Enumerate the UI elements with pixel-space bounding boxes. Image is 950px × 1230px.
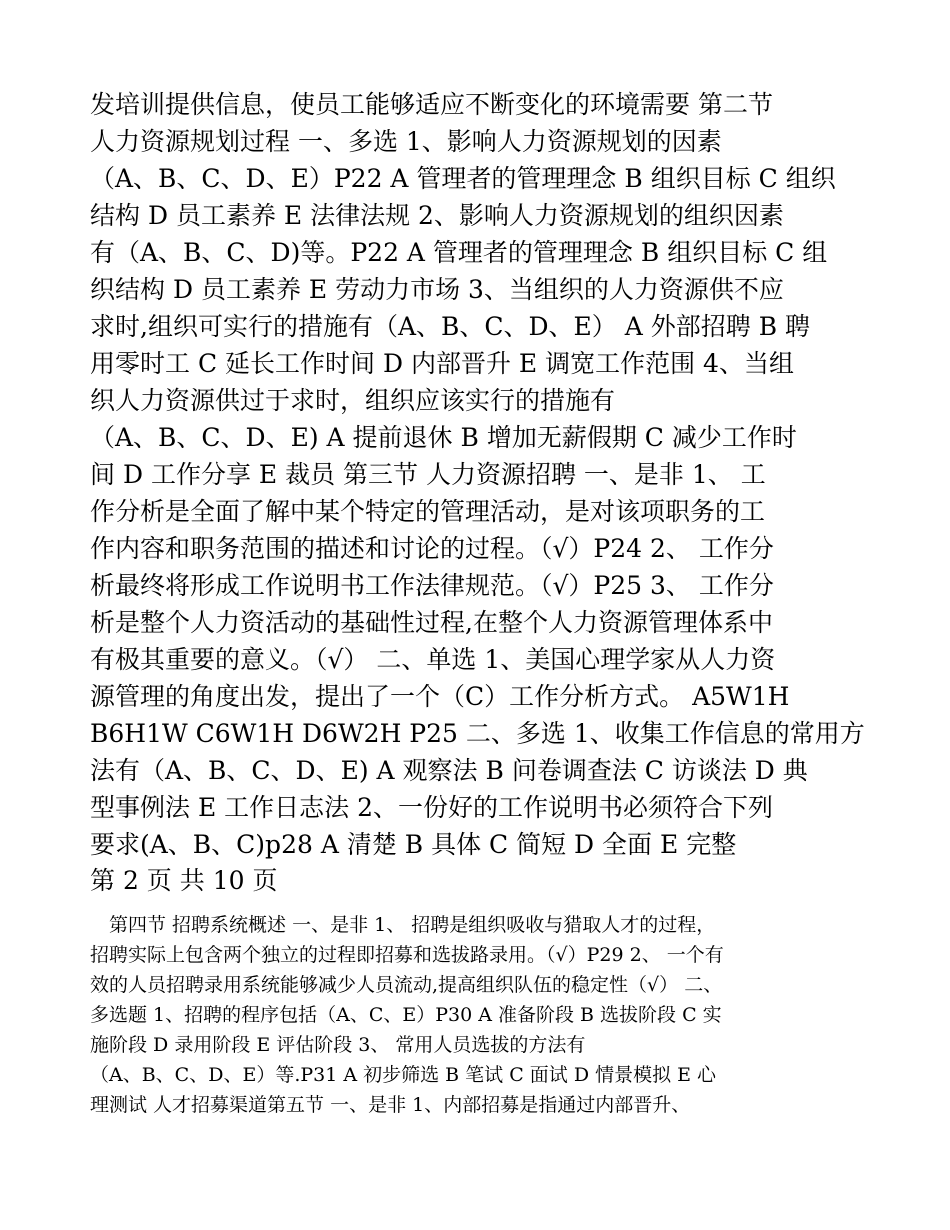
text-line: 要求(A、B、C)p28 A 清楚 B 具体 C 简短 D 全面 E 完整 <box>90 830 737 859</box>
text-line: 源管理的角度出发，提出了一个（C）工作分析方式。 A5W1H <box>90 682 790 711</box>
text-line: B6H1W C6W1H D6W2H P25 二、多选 1、收集工作信息的常用方 <box>90 719 865 748</box>
text-line: （A、B、C、D、E）P22 A 管理者的管理理念 B 组织目标 C 组织 <box>90 164 836 193</box>
text-block-large <box>90 86 865 863</box>
text-line: 析是整个人力资活动的基础性过程,在整个人力资源管理体系中 <box>90 608 773 637</box>
page-number-footer: 第 2 页 共 10 页 <box>90 866 278 895</box>
text-line: 多选题 1、招聘的程序包括（A、C、E）P30 A 准备阶段 B 选拔阶段 C 实 <box>90 1004 722 1026</box>
text-line: 发培训提供信息，使员工能够适应不断变化的环境需要 第二节 <box>90 90 773 119</box>
text-line: 作分析是全面了解中某个特定的管理活动，是对该项职务的工 <box>90 497 766 526</box>
text-line: （A、B、C、D、E）等.P31 A 初步筛选 B 笔试 C 面试 D 情景模拟 E 心 <box>90 1064 717 1086</box>
text-block-small <box>90 910 865 1120</box>
text-line: 第四节 招聘系统概述 一、是非 1、 招聘是组织吸收与猎取人才的过程， <box>90 914 716 936</box>
text-line: 有（A、B、C、D)等。P22 A 管理者的管理理念 B 组织目标 C 组 <box>90 238 828 267</box>
text-line: 施阶段 D 录用阶段 E 评估阶段 3、 常用人员选拔的方法有 <box>90 1034 586 1056</box>
text-line: （A、B、C、D、E) A 提前退休 B 增加无薪假期 C 减少工作时 <box>90 423 797 452</box>
text-line: 织人力资源供过于求时，组织应该实行的措施有 <box>90 386 616 415</box>
text-line: 析最终将形成工作说明书工作法律规范。（√）P25 3、 工作分 <box>90 571 774 600</box>
text-line: 有极其重要的意义。（√） 二、单选 1、美国心理学家从人力资 <box>90 645 776 674</box>
text-line: 理测试 人才招募渠道第五节 一、是非 1、内部招募是指通过内部晋升、 <box>90 1094 691 1116</box>
text-line: 招聘实际上包含两个独立的过程即招募和选拔路录用。（√）P29 2、 一个有 <box>90 944 724 966</box>
text-line: 结构 D 员工素养 E 法律法规 2、影响人力资源规划的组织因素 <box>90 201 784 230</box>
text-line: 效的人员招聘录用系统能够减少人员流动,提高组织队伍的稳定性（√） 二、 <box>90 974 723 996</box>
text-line: 用零时工 C 延长工作时间 D 内部晋升 E 调宽工作范围 4、当组 <box>90 349 794 378</box>
text-line: 型事例法 E 工作日志法 2、一份好的工作说明书必须符合下列 <box>90 793 773 822</box>
text-line: 间 D 工作分享 E 裁员 第三节 人力资源招聘 一、是非 1、 工 <box>90 460 766 489</box>
text-line: 人力资源规划过程 一、多选 1、影响人力资源规划的因素 <box>90 127 722 156</box>
text-line: 织结构 D 员工素养 E 劳动力市场 3、当组织的人力资源供不应 <box>90 275 784 304</box>
text-line: 法有（A、B、C、D、E) A 观察法 B 问卷调查法 C 访谈法 D 典 <box>90 756 808 785</box>
text-line: 作内容和职务范围的描述和讨论的过程。（√）P24 2、 工作分 <box>90 534 774 563</box>
text-line: 求时,组织可实行的措施有（A、B、C、D、E） A 外部招聘 B 聘 <box>90 312 811 341</box>
